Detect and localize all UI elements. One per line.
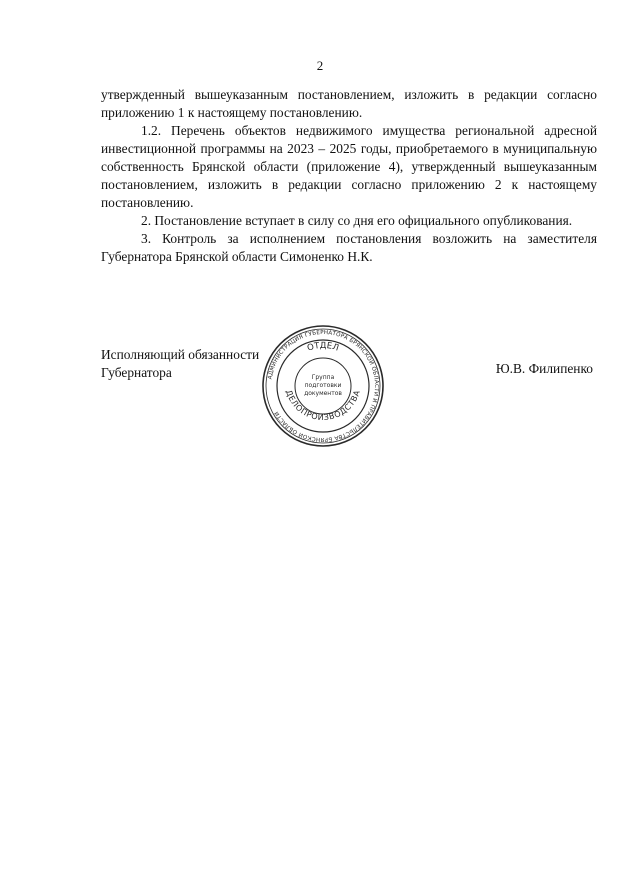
signature-block xyxy=(101,329,597,466)
stamp-inner-bottom-text: ДЕЛОПРОИЗВОДСТВА xyxy=(284,388,362,423)
signer-position-line-1: Исполняющий обязанности xyxy=(101,347,260,362)
stamp-center-line-3: документов xyxy=(304,390,342,397)
paragraph-continuation: утвержденный вышеуказанным постановлением, изложить в редакции согласно приложению 1 к настоящему постановлению. xyxy=(101,87,597,120)
stamp-center-line-1: Группа xyxy=(311,374,335,381)
document-body xyxy=(101,86,597,266)
signer-position xyxy=(101,346,259,382)
official-stamp xyxy=(261,324,385,448)
paragraph-3: 3. Контроль за исполнением постановления возложить на заместителя Губернатора Брянской области Симоненко Н.К. xyxy=(101,231,597,264)
svg-text:ОТДЕЛ xyxy=(306,341,340,354)
stamp-center-line-2: подготовки xyxy=(304,382,342,389)
paragraph-2: 2. Постановление вступает в силу со дня его официального опубликования. xyxy=(141,213,573,228)
signer-position-line-2: Губернатора xyxy=(101,365,172,380)
page-number: 2 xyxy=(316,58,324,73)
signer-name: Ю.В. Филипенко xyxy=(495,361,593,376)
stamp-outer-text: АДМИНИСТРАЦИЯ ГУБЕРНАТОРА БРЯНСКОЙ ОБЛАСТИ И ПРАВИТЕЛЬСТВА БРЯНСКОЙ ОБЛАСТИ xyxy=(267,329,380,443)
stamp-inner-top-text: ОТДЕЛ xyxy=(306,340,340,354)
stamp-seal-icon xyxy=(261,324,385,448)
paragraph-1-2: 1.2. Перечень объектов недвижимого имущества региональной адресной инвестиционной программы на 2023 – 2025 годы, приобретаемого в муниципальную собственность Брянской области (приложение 4), утвержденный вышеуказанным постановлением, изложить в редакции согласно приложению 2 к настоящему постановлению. xyxy=(101,123,597,210)
